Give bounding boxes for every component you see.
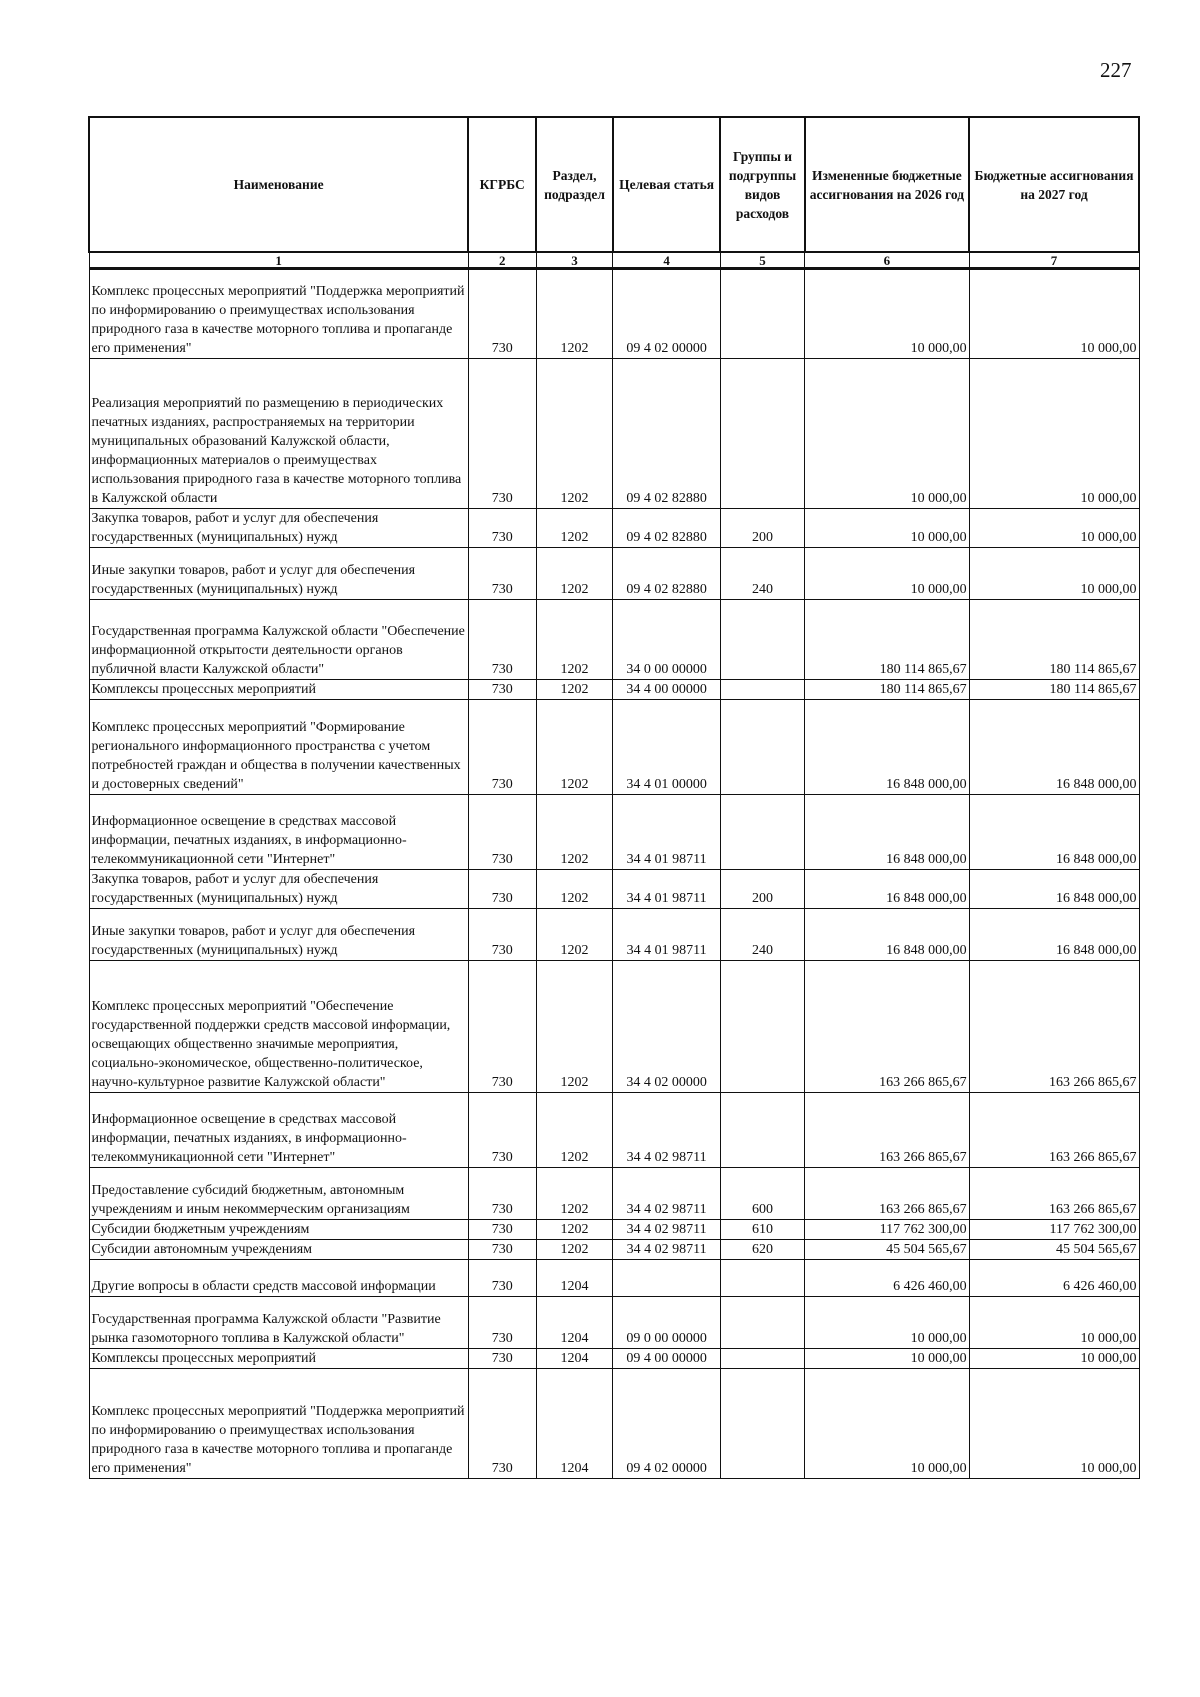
row-amount-2026: 10 000,00: [805, 269, 969, 359]
row-target-article: 09 4 00 00000: [613, 1349, 720, 1369]
row-target-article: 34 4 01 98711: [613, 870, 720, 909]
row-section: 1202: [536, 795, 613, 870]
column-number: 4: [613, 252, 720, 269]
row-amount-2027: 10 000,00: [969, 548, 1139, 600]
row-name: Комплекс процессных мероприятий "Поддержка мероприятий по информированию о преимуществах использования природного газа в качестве моторного топлива и пропаганде его применения": [89, 269, 468, 359]
row-kgrbs: 730: [468, 1349, 536, 1369]
table-row: [89, 1297, 1139, 1349]
header-name: Наименование: [89, 117, 468, 252]
row-amount-2027: 45 504 565,67: [969, 1240, 1139, 1260]
table-row: [89, 1260, 1139, 1297]
row-target-article: 34 4 02 98711: [613, 1240, 720, 1260]
row-amount-2026: 163 266 865,67: [805, 1093, 969, 1168]
header-changed-2026: Измененные бюджетные ассигнования на 2026 год: [805, 117, 969, 252]
table-row: [89, 359, 1139, 509]
row-name: Комплекс процессных мероприятий "Формирование регионального информационного пространства с учетом потребностей граждан и общества в получении качественных и достоверных сведений": [89, 700, 468, 795]
row-name: Иные закупки товаров, работ и услуг для обеспечения государственных (муниципальных) нужд: [89, 548, 468, 600]
table-row: [89, 1240, 1139, 1260]
row-expense-group: 240: [720, 909, 804, 961]
column-number: 2: [468, 252, 536, 269]
row-amount-2027: 6 426 460,00: [969, 1260, 1139, 1297]
table-row: [89, 1220, 1139, 1240]
table-row: [89, 680, 1139, 700]
row-amount-2027: 163 266 865,67: [969, 1168, 1139, 1220]
row-expense-group: 200: [720, 509, 804, 548]
row-name: Реализация мероприятий по размещению в периодических печатных изданиях, распространяемых на территории муниципальных образований Калужской области, информационных материалов о преимуществах использования природного газа в качестве моторного топлива в Калужской области: [89, 359, 468, 509]
row-amount-2027: 163 266 865,67: [969, 1093, 1139, 1168]
row-expense-group: 610: [720, 1220, 804, 1240]
row-target-article: 09 4 02 82880: [613, 509, 720, 548]
row-target-article: 34 4 01 00000: [613, 700, 720, 795]
row-expense-group: [720, 269, 804, 359]
column-number-row: [89, 252, 1139, 269]
row-amount-2026: 10 000,00: [805, 509, 969, 548]
row-section: 1204: [536, 1349, 613, 1369]
column-number: 1: [89, 252, 468, 269]
header-target-article: Целевая статья: [613, 117, 720, 252]
row-name: Субсидии бюджетным учреждениям: [89, 1220, 468, 1240]
row-amount-2027: 180 114 865,67: [969, 680, 1139, 700]
row-section: 1204: [536, 1297, 613, 1349]
row-expense-group: [720, 961, 804, 1093]
row-kgrbs: 730: [468, 909, 536, 961]
row-target-article: 34 4 02 00000: [613, 961, 720, 1093]
row-amount-2026: 180 114 865,67: [805, 680, 969, 700]
header-budget-2027: Бюджетные ассигнования на 2027 год: [969, 117, 1139, 252]
row-kgrbs: 730: [468, 870, 536, 909]
table-header-row: [89, 117, 1139, 252]
table-body: [89, 269, 1139, 1479]
row-kgrbs: 730: [468, 1220, 536, 1240]
row-section: 1202: [536, 1240, 613, 1260]
table-row: [89, 795, 1139, 870]
row-section: 1202: [536, 359, 613, 509]
row-kgrbs: 730: [468, 1260, 536, 1297]
row-kgrbs: 730: [468, 548, 536, 600]
row-section: 1202: [536, 548, 613, 600]
row-target-article: 34 4 02 98711: [613, 1168, 720, 1220]
row-section: 1202: [536, 509, 613, 548]
row-amount-2026: 163 266 865,67: [805, 961, 969, 1093]
row-kgrbs: 730: [468, 600, 536, 680]
table-row: [89, 548, 1139, 600]
row-section: 1202: [536, 269, 613, 359]
row-target-article: 09 4 02 00000: [613, 1369, 720, 1479]
row-kgrbs: 730: [468, 1297, 536, 1349]
row-amount-2027: 180 114 865,67: [969, 600, 1139, 680]
row-amount-2027: 10 000,00: [969, 269, 1139, 359]
row-kgrbs: 730: [468, 1168, 536, 1220]
row-name: Комплексы процессных мероприятий: [89, 680, 468, 700]
row-kgrbs: 730: [468, 269, 536, 359]
row-amount-2026: 10 000,00: [805, 1349, 969, 1369]
row-expense-group: 240: [720, 548, 804, 600]
row-amount-2026: 16 848 000,00: [805, 700, 969, 795]
table-row: [89, 1093, 1139, 1168]
row-amount-2027: 16 848 000,00: [969, 870, 1139, 909]
table-row: [89, 700, 1139, 795]
row-kgrbs: 730: [468, 1369, 536, 1479]
table-row: [89, 1369, 1139, 1479]
row-amount-2027: 16 848 000,00: [969, 909, 1139, 961]
row-kgrbs: 730: [468, 509, 536, 548]
row-amount-2027: 163 266 865,67: [969, 961, 1139, 1093]
row-expense-group: [720, 700, 804, 795]
row-kgrbs: 730: [468, 1240, 536, 1260]
column-number: 3: [536, 252, 613, 269]
row-name: Другие вопросы в области средств массовой информации: [89, 1260, 468, 1297]
row-amount-2027: 10 000,00: [969, 509, 1139, 548]
row-name: Комплекс процессных мероприятий "Обеспечение государственной поддержки средств массовой информации, освещающих общественно значимые мероприятия, социально-экономическое, общественно-политическое, научно-культурное развитие Калужской области": [89, 961, 468, 1093]
row-section: 1204: [536, 1369, 613, 1479]
row-amount-2027: 10 000,00: [969, 1297, 1139, 1349]
row-expense-group: [720, 1297, 804, 1349]
row-section: 1202: [536, 680, 613, 700]
row-expense-group: 620: [720, 1240, 804, 1260]
row-target-article: 09 0 00 00000: [613, 1297, 720, 1349]
row-expense-group: [720, 1369, 804, 1479]
row-kgrbs: 730: [468, 1093, 536, 1168]
row-target-article: 34 4 01 98711: [613, 795, 720, 870]
row-amount-2027: 117 762 300,00: [969, 1220, 1139, 1240]
row-section: 1202: [536, 1220, 613, 1240]
row-amount-2026: 10 000,00: [805, 1297, 969, 1349]
row-target-article: 09 4 02 82880: [613, 548, 720, 600]
row-name: Комплексы процессных мероприятий: [89, 1349, 468, 1369]
row-kgrbs: 730: [468, 961, 536, 1093]
row-name: Закупка товаров, работ и услуг для обеспечения государственных (муниципальных) нужд: [89, 870, 468, 909]
header-expense-groups: Группы и подгруппы видов расходов: [720, 117, 804, 252]
row-expense-group: [720, 359, 804, 509]
row-section: 1202: [536, 909, 613, 961]
row-expense-group: [720, 1260, 804, 1297]
row-name: Информационное освещение в средствах массовой информации, печатных изданиях, в информационно-телекоммуникационной сети "Интернет": [89, 1093, 468, 1168]
table-row: [89, 509, 1139, 548]
row-section: 1202: [536, 600, 613, 680]
row-name: Закупка товаров, работ и услуг для обеспечения государственных (муниципальных) нужд: [89, 509, 468, 548]
row-name: Комплекс процессных мероприятий "Поддержка мероприятий по информированию о преимуществах использования природного газа в качестве моторного топлива и пропаганде его применения": [89, 1369, 468, 1479]
table-row: [89, 870, 1139, 909]
row-section: 1204: [536, 1260, 613, 1297]
row-expense-group: [720, 600, 804, 680]
row-amount-2026: 10 000,00: [805, 359, 969, 509]
row-amount-2026: 16 848 000,00: [805, 795, 969, 870]
row-name: Информационное освещение в средствах массовой информации, печатных изданиях, в информационно-телекоммуникационной сети "Интернет": [89, 795, 468, 870]
row-target-article: 34 4 00 00000: [613, 680, 720, 700]
table-row: [89, 909, 1139, 961]
row-name: Иные закупки товаров, работ и услуг для обеспечения государственных (муниципальных) нужд: [89, 909, 468, 961]
column-number: 6: [805, 252, 969, 269]
row-amount-2026: 180 114 865,67: [805, 600, 969, 680]
table-row: [89, 269, 1139, 359]
row-name: Государственная программа Калужской области "Обеспечение информационной открытости деятельности органов публичной власти Калужской области": [89, 600, 468, 680]
row-amount-2026: 16 848 000,00: [805, 909, 969, 961]
row-amount-2026: 6 426 460,00: [805, 1260, 969, 1297]
row-target-article: [613, 1260, 720, 1297]
row-target-article: 34 4 02 98711: [613, 1220, 720, 1240]
row-expense-group: [720, 1093, 804, 1168]
row-target-article: 34 4 01 98711: [613, 909, 720, 961]
table-row: [89, 600, 1139, 680]
row-amount-2026: 117 762 300,00: [805, 1220, 969, 1240]
row-kgrbs: 730: [468, 700, 536, 795]
row-target-article: 09 4 02 82880: [613, 359, 720, 509]
header-kgrbs: КГРБС: [468, 117, 536, 252]
row-kgrbs: 730: [468, 795, 536, 870]
row-amount-2027: 10 000,00: [969, 1349, 1139, 1369]
row-amount-2027: 10 000,00: [969, 1369, 1139, 1479]
row-amount-2026: 10 000,00: [805, 1369, 969, 1479]
row-name: Субсидии автономным учреждениям: [89, 1240, 468, 1260]
table-row: [89, 961, 1139, 1093]
table-row: [89, 1349, 1139, 1369]
row-kgrbs: 730: [468, 680, 536, 700]
row-amount-2026: 45 504 565,67: [805, 1240, 969, 1260]
row-target-article: 34 4 02 98711: [613, 1093, 720, 1168]
row-section: 1202: [536, 700, 613, 795]
row-amount-2026: 16 848 000,00: [805, 870, 969, 909]
row-target-article: 34 0 00 00000: [613, 600, 720, 680]
row-amount-2026: 10 000,00: [805, 548, 969, 600]
row-section: 1202: [536, 1168, 613, 1220]
row-section: 1202: [536, 961, 613, 1093]
table-row: [89, 1168, 1139, 1220]
page-number: 227: [1100, 58, 1132, 82]
row-amount-2027: 16 848 000,00: [969, 795, 1139, 870]
row-expense-group: [720, 795, 804, 870]
row-section: 1202: [536, 870, 613, 909]
row-expense-group: [720, 1349, 804, 1369]
column-number: 5: [720, 252, 804, 269]
row-section: 1202: [536, 1093, 613, 1168]
row-amount-2026: 163 266 865,67: [805, 1168, 969, 1220]
row-kgrbs: 730: [468, 359, 536, 509]
row-expense-group: 200: [720, 870, 804, 909]
row-amount-2027: 10 000,00: [969, 359, 1139, 509]
header-section: Раздел, подраздел: [536, 117, 613, 252]
row-name: Предоставление субсидий бюджетным, автономным учреждениям и иным некоммерческим организациям: [89, 1168, 468, 1220]
column-number: 7: [969, 252, 1139, 269]
row-expense-group: 600: [720, 1168, 804, 1220]
budget-table: [88, 116, 1140, 1479]
row-amount-2027: 16 848 000,00: [969, 700, 1139, 795]
row-name: Государственная программа Калужской области "Развитие рынка газомоторного топлива в Калужской области": [89, 1297, 468, 1349]
row-expense-group: [720, 680, 804, 700]
row-target-article: 09 4 02 00000: [613, 269, 720, 359]
